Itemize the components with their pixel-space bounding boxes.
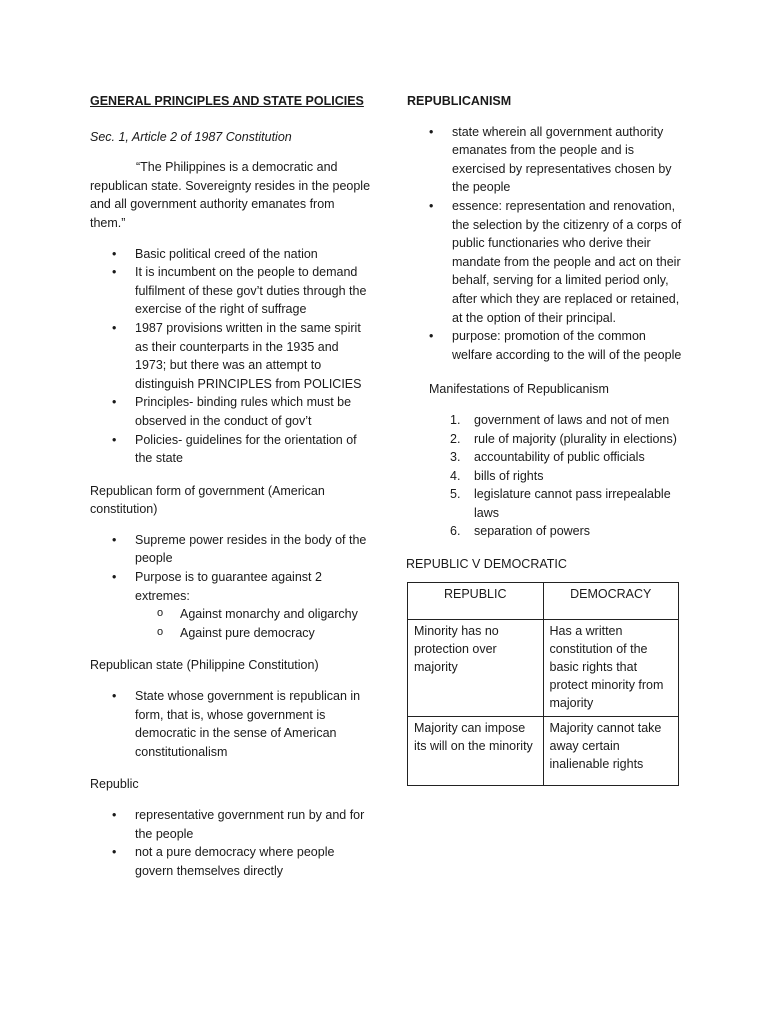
comparison-heading: REPUBLIC V DEMOCRATIC [406,557,567,572]
table-cell: Has a written constitution of the basic rights that protect minority from majority [543,619,679,716]
republic-list [90,806,372,880]
list-item [90,568,372,642]
item-text: bills of rights [474,468,544,483]
numbered-item [407,448,682,467]
table-header-row [408,582,679,619]
sub-list [135,605,372,642]
sub-list-item: o Against monarchy and oligarchy [135,605,372,624]
list-item: • essence: representation and renovation, the selection by the citizenry of a corps of public functionaries who derive their mandate from the people and act on their behalf, serving for a limited period only, after which they are replaced or retained, at the option of their principal. [407,197,682,327]
sub-list-item: o Against pure democracy [135,624,372,643]
table-cell: Minority has no protection over majority [408,619,544,716]
list-item: • Supreme power resides in the body of the people [90,531,372,568]
table-header-cell: REPUBLIC [408,582,544,619]
item-number: 5. [450,487,461,502]
republicanism-list [407,123,682,365]
item-text: legislature cannot pass irrepealable laws [474,487,671,520]
item-text: rule of majority (plurality in elections) [474,431,677,446]
item-number: 2. [450,431,461,446]
republican-state-heading: Republican state (Philippine Constitution) [90,658,319,673]
table-cell: Majority can impose its will on the minority [408,716,544,785]
list-item: • Policies- guidelines for the orientation of the state [90,431,372,468]
item-number: 6. [450,524,461,539]
list-item: • Basic political creed of the nation [90,245,372,264]
list-item-text: Purpose is to guarantee against 2 extremes: [135,570,322,603]
item-number: 1. [450,412,461,427]
item-text: government of laws and not of men [474,412,670,427]
list-item: • State whose government is republican in form, that is, whose government is democratic in the sense of American constitutionalism [90,687,372,761]
republic-heading: Republic [90,777,139,792]
manifestations-list [407,411,682,541]
principles-list [90,245,372,468]
list-item: • It is incumbent on the people to demand fulfilment of these gov’t duties through the exercise of the right of suffrage [90,263,372,319]
item-text: separation of powers [474,524,591,539]
table-row [408,619,679,716]
table-cell: Majority cannot take away certain inalienable rights [543,716,679,785]
list-item: • Principles- binding rules which must be observed in the conduct of gov’t [90,393,372,430]
list-item: • state wherein all government authority emanates from the people and is exercised by representatives chosen by the people [407,123,682,197]
item-number: 4. [450,468,461,483]
manifestations-heading: Manifestations of Republicanism [429,382,609,397]
table-row [408,716,679,785]
section-subtitle: Sec. 1, Article 2 of 1987 Constitution [90,129,292,144]
comparison-table [407,582,679,786]
item-text: accountability of public officials [474,450,645,465]
numbered-item [407,485,682,522]
list-item: • 1987 provisions written in the same spirit as their counterparts in the 1935 and 1973; but there was an attempt to distinguish PRINCIPLES from POLICIES [90,319,372,393]
republicanism-title: REPUBLICANISM [407,94,512,108]
constitution-quote: “The Philippines is a democratic and republican state. Sovereignty resides in the people and all government authority emanates from them.” [90,160,371,230]
right-column [407,92,682,786]
item-number: 3. [450,450,461,465]
list-item: • representative government run by and for the people [90,806,372,843]
list-item: • not a pure democracy where people govern themselves directly [90,843,372,880]
list-item: • purpose: promotion of the common welfare according to the will of the people [407,327,682,364]
republican-form-list [90,531,372,643]
numbered-item [407,522,682,541]
republican-form-heading: Republican form of government (American constitution) [90,483,325,517]
numbered-item [407,430,682,449]
numbered-item [407,411,682,430]
section-title: GENERAL PRINCIPLES AND STATE POLICIES [90,94,364,108]
republican-state-list [90,687,372,761]
left-column [90,92,372,880]
table-header-cell: DEMOCRACY [543,582,679,619]
numbered-item [407,467,682,486]
